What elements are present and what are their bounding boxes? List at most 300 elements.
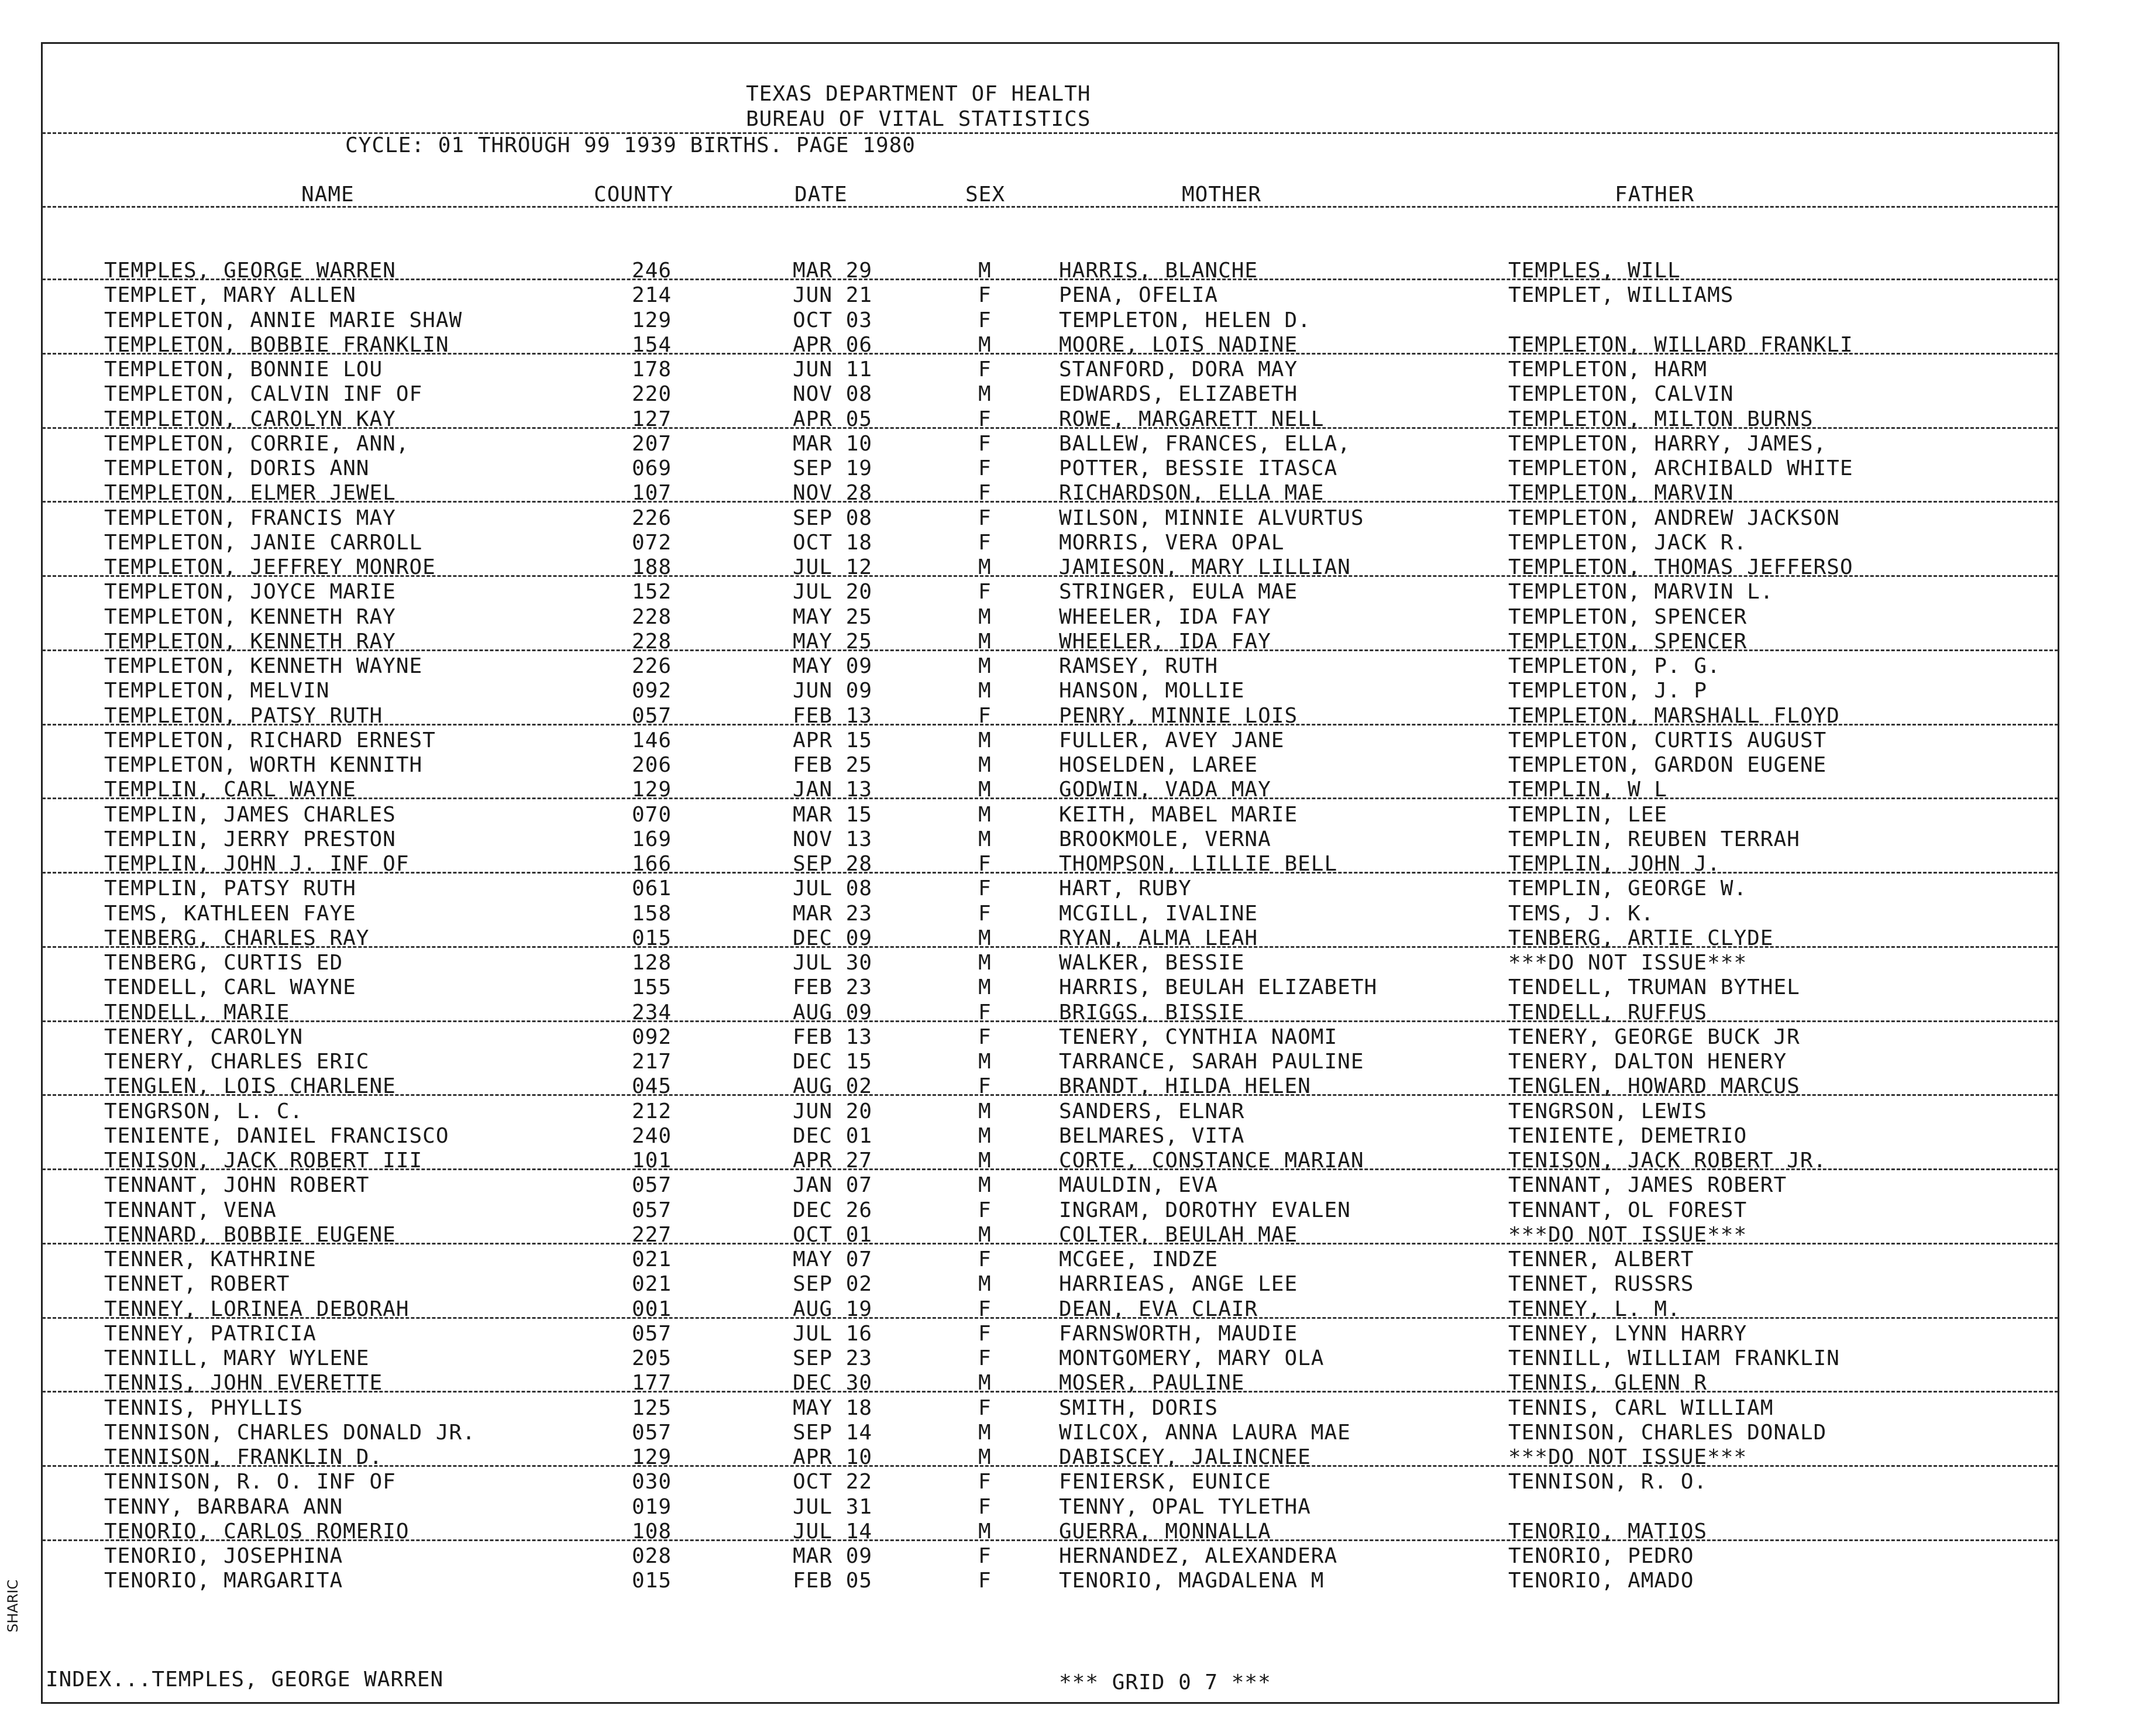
record-date: MAY 25 — [793, 629, 873, 654]
record-sex: M — [978, 926, 992, 950]
record-date: FEB 13 — [793, 703, 873, 728]
record-name: TENERY, CHARLES ERIC — [104, 1050, 370, 1074]
record-date: SEP 28 — [793, 852, 873, 876]
record-date: JUL 20 — [793, 580, 873, 604]
column-header-name: NAME — [301, 183, 355, 207]
record-mother: BELMARES, VITA — [1059, 1123, 1245, 1148]
record-father: TENBERG, ARTIE CLYDE — [1508, 926, 1774, 950]
record-county: 205 — [632, 1346, 672, 1370]
record-county: 228 — [632, 604, 672, 629]
record-name: TEMPLES, GEORGE WARREN — [104, 259, 396, 283]
record-mother: SMITH, DORIS — [1059, 1395, 1219, 1420]
record-sex: F — [978, 456, 992, 480]
record-name: TEMPLETON, ANNIE MARIE SHAW — [104, 308, 463, 332]
record-mother: SANDERS, ELNAR — [1059, 1099, 1245, 1123]
record-father: TEMPLETON, ANDREW JACKSON — [1508, 506, 1840, 530]
record-sex: F — [978, 506, 992, 530]
record-county: 228 — [632, 629, 672, 654]
record-sex: F — [978, 580, 992, 604]
record-county: 178 — [632, 357, 672, 381]
bureau-title: BUREAU OF VITAL STATISTICS — [746, 107, 1091, 131]
record-mother: HARRIS, BEULAH ELIZABETH — [1059, 975, 1378, 1000]
record-mother: TENNY, OPAL TYLETHA — [1059, 1494, 1311, 1519]
record-sex: M — [978, 1222, 992, 1247]
record-sex: M — [978, 802, 992, 827]
record-date: JUL 08 — [793, 876, 873, 901]
record-county: 227 — [632, 1222, 672, 1247]
record-father: TEMS, J. K. — [1508, 901, 1655, 926]
record-father: TENNET, RUSSRS — [1508, 1272, 1694, 1297]
record-mother: TARRANCE, SARAH PAULINE — [1059, 1050, 1364, 1074]
record-sex: F — [978, 357, 992, 381]
record-date: FEB 25 — [793, 753, 873, 777]
record-father: TEMPLETON, MARVIN L. — [1508, 580, 1774, 604]
group-rule — [42, 1539, 2058, 1541]
record-mother: HERNANDEZ, ALEXANDERA — [1059, 1544, 1338, 1568]
record-county: 152 — [632, 580, 672, 604]
record-mother: HOSELDEN, LAREE — [1059, 753, 1258, 777]
record-row — [0, 1569, 2136, 1593]
record-sex: M — [978, 975, 992, 1000]
record-county: 125 — [632, 1395, 672, 1420]
record-father: TENERY, DALTON HENERY — [1508, 1050, 1787, 1074]
record-row — [0, 605, 2136, 630]
record-row — [0, 902, 2136, 926]
record-father: TEMPLETON, SPENCER — [1508, 629, 1748, 654]
record-mother: WALKER, BESSIE — [1059, 951, 1245, 975]
column-header-mother: MOTHER — [1182, 183, 1262, 207]
record-county: 188 — [632, 555, 672, 579]
record-father: TEMPLETON, WILLARD FRANKLI — [1508, 332, 1853, 357]
column-header-county: COUNTY — [594, 183, 674, 207]
record-county: 177 — [632, 1371, 672, 1395]
record-name: TENDELL, CARL WAYNE — [104, 975, 356, 1000]
record-name: TEMPLETON, RICHARD ERNEST — [104, 728, 436, 752]
record-name: TEMPLETON, JEFFREY MONROE — [104, 555, 436, 579]
record-row — [0, 1544, 2136, 1569]
record-row — [0, 456, 2136, 481]
record-sex: F — [978, 283, 992, 308]
grid-footer: *** GRID 0 7 *** — [1059, 1670, 1271, 1694]
record-county: 092 — [632, 1025, 672, 1049]
record-father: TENGLEN, HOWARD MARCUS — [1508, 1074, 1800, 1099]
record-date: MAY 09 — [793, 654, 873, 678]
record-date: AUG 19 — [793, 1297, 873, 1321]
record-county: 069 — [632, 456, 672, 480]
record-row — [0, 1247, 2136, 1272]
record-sex: F — [978, 1074, 992, 1099]
record-county: 015 — [632, 926, 672, 950]
record-sex: M — [978, 1519, 992, 1544]
record-date: JUL 16 — [793, 1321, 873, 1346]
record-name: TEMPLET, MARY ALLEN — [104, 283, 356, 308]
record-mother: BALLEW, FRANCES, ELLA, — [1059, 431, 1351, 456]
record-county: 129 — [632, 778, 672, 802]
record-father: TEMPLETON, HARRY, JAMES, — [1508, 431, 1827, 456]
record-mother: WHEELER, IDA FAY — [1059, 629, 1271, 654]
record-county: 129 — [632, 308, 672, 332]
record-sex: F — [978, 901, 992, 926]
record-row — [0, 1470, 2136, 1494]
record-sex: M — [978, 1099, 992, 1123]
record-sex: M — [978, 778, 992, 802]
record-sex: M — [978, 332, 992, 357]
record-date: JAN 07 — [793, 1173, 873, 1198]
record-date: APR 15 — [793, 728, 873, 752]
record-date: FEB 23 — [793, 975, 873, 1000]
record-sex: F — [978, 1247, 992, 1271]
record-name: TEMS, KATHLEEN FAYE — [104, 901, 356, 926]
record-sex: M — [978, 753, 992, 777]
record-row — [0, 283, 2136, 308]
record-father: TEMPLETON, HARM — [1508, 357, 1708, 381]
record-mother: KEITH, MABEL MARIE — [1059, 802, 1298, 827]
record-sex: M — [978, 1173, 992, 1198]
record-county: 045 — [632, 1074, 672, 1099]
group-rule — [42, 724, 2058, 726]
record-county: 001 — [632, 1297, 672, 1321]
record-county: 207 — [632, 431, 672, 456]
record-date: JUL 12 — [793, 555, 873, 579]
record-date: OCT 22 — [793, 1470, 873, 1494]
record-county: 217 — [632, 1050, 672, 1074]
record-mother: BRIGGS, BISSIE — [1059, 1000, 1245, 1025]
record-date: FEB 05 — [793, 1569, 873, 1593]
group-rule — [42, 1020, 2058, 1022]
record-father: TEMPLETON, MARVIN — [1508, 481, 1734, 506]
record-row — [0, 728, 2136, 753]
record-date: MAR 23 — [793, 901, 873, 926]
side-note: SHARIC — [5, 1579, 21, 1632]
record-mother: HARRIS, BLANCHE — [1059, 259, 1258, 283]
record-mother: THOMPSON, LILLIE BELL — [1059, 852, 1338, 876]
record-county: 226 — [632, 506, 672, 530]
record-row — [0, 1050, 2136, 1074]
record-date: MAR 29 — [793, 259, 873, 283]
record-name: TENNER, KATHRINE — [104, 1247, 317, 1271]
record-name: TENGLEN, LOIS CHARLENE — [104, 1074, 396, 1099]
record-sex: M — [978, 259, 992, 283]
column-header-sex: SEX — [965, 183, 1006, 207]
record-father: TENNEY, LYNN HARRY — [1508, 1321, 1748, 1346]
record-name: TENNEY, LORINEA DEBORAH — [104, 1297, 410, 1321]
record-name: TENISON, JACK ROBERT III — [104, 1149, 423, 1173]
record-name: TENGRSON, L. C. — [104, 1099, 304, 1123]
group-rule — [42, 1094, 2058, 1096]
column-header-date: DATE — [794, 183, 848, 207]
record-name: TEMPLETON, BONNIE LOU — [104, 357, 383, 381]
record-sex: M — [978, 951, 992, 975]
record-row — [0, 679, 2136, 703]
record-county: 057 — [632, 1420, 672, 1445]
record-sex: F — [978, 1346, 992, 1370]
record-date: SEP 19 — [793, 456, 873, 480]
record-name: TENNISON, CHARLES DONALD JR. — [104, 1420, 476, 1445]
record-name: TEMPLIN, JOHN J. INF OF — [104, 852, 410, 876]
department-title: TEXAS DEPARTMENT OF HEALTH — [746, 82, 1091, 106]
record-sex: M — [978, 629, 992, 654]
record-mother: DABISCEY, JALINCNEE — [1059, 1445, 1311, 1469]
record-date: AUG 02 — [793, 1074, 873, 1099]
record-sex: M — [978, 1272, 992, 1297]
record-name: TEMPLETON, PATSY RUTH — [104, 703, 383, 728]
record-sex: M — [978, 1420, 992, 1445]
record-mother: GUERRA, MONNALLA — [1059, 1519, 1271, 1544]
record-county: 129 — [632, 1445, 672, 1469]
record-father: TENNILL, WILLIAM FRANKLIN — [1508, 1346, 1840, 1370]
record-row — [0, 803, 2136, 827]
record-sex: M — [978, 555, 992, 579]
record-father: TENDELL, TRUMAN BYTHEL — [1508, 975, 1800, 1000]
record-sex: F — [978, 481, 992, 506]
record-row — [0, 1099, 2136, 1124]
record-father: TEMPLIN, JOHN J. — [1508, 852, 1721, 876]
record-row — [0, 753, 2136, 778]
record-mother: FENIERSK, EUNICE — [1059, 1470, 1271, 1494]
record-father: TENNANT, OL FOREST — [1508, 1198, 1748, 1222]
record-county: 146 — [632, 728, 672, 752]
record-county: 107 — [632, 481, 672, 506]
record-father: TEMPLETON, CURTIS AUGUST — [1508, 728, 1827, 752]
record-name: TENORIO, JOSEPHINA — [104, 1544, 343, 1568]
record-date: DEC 30 — [793, 1371, 873, 1395]
record-name: TENDELL, MARIE — [104, 1000, 290, 1025]
record-county: 057 — [632, 703, 672, 728]
record-father: TENNER, ALBERT — [1508, 1247, 1694, 1271]
record-name: TENBERG, CURTIS ED — [104, 951, 343, 975]
record-sex: F — [978, 407, 992, 431]
record-county: 214 — [632, 283, 672, 308]
record-county: 057 — [632, 1321, 672, 1346]
record-sex: M — [978, 679, 992, 703]
record-sex: F — [978, 1000, 992, 1025]
record-father: TENORIO, PEDRO — [1508, 1544, 1694, 1568]
record-row — [0, 876, 2136, 901]
record-name: TEMPLETON, CORRIE, ANN, — [104, 431, 410, 456]
record-mother: MORRIS, VERA OPAL — [1059, 530, 1285, 555]
record-sex: F — [978, 1297, 992, 1321]
record-father: TENERY, GEORGE BUCK JR — [1508, 1025, 1800, 1049]
record-name: TENNANT, VENA — [104, 1198, 277, 1222]
record-father: TEMPLETON, ARCHIBALD WHITE — [1508, 456, 1853, 480]
record-date: DEC 15 — [793, 1050, 873, 1074]
header-rule — [42, 132, 2058, 134]
record-name: TENNEY, PATRICIA — [104, 1321, 317, 1346]
record-date: SEP 08 — [793, 506, 873, 530]
record-father: TEMPLETON, CALVIN — [1508, 382, 1734, 407]
record-date: MAR 10 — [793, 431, 873, 456]
record-county: 092 — [632, 679, 672, 703]
record-county: 015 — [632, 1569, 672, 1593]
record-father: TENNISON, CHARLES DONALD — [1508, 1420, 1827, 1445]
record-mother: ROWE, MARGARETT NELL — [1059, 407, 1325, 431]
record-county: 019 — [632, 1494, 672, 1519]
record-date: JUN 11 — [793, 357, 873, 381]
record-date: MAR 09 — [793, 1544, 873, 1568]
record-county: 028 — [632, 1544, 672, 1568]
record-sex: M — [978, 827, 992, 851]
record-row — [0, 1396, 2136, 1421]
record-date: OCT 18 — [793, 530, 873, 555]
record-mother: BRANDT, HILDA HELEN — [1059, 1074, 1311, 1099]
record-county: 155 — [632, 975, 672, 1000]
record-sex: F — [978, 1494, 992, 1519]
group-rule — [42, 946, 2058, 948]
record-father: ***DO NOT ISSUE*** — [1508, 1222, 1748, 1247]
record-county: 234 — [632, 1000, 672, 1025]
record-row — [0, 654, 2136, 679]
record-date: MAR 15 — [793, 802, 873, 827]
record-name: TENNISON, FRANKLIN D. — [104, 1445, 383, 1469]
record-name: TEMPLETON, ELMER JEWEL — [104, 481, 396, 506]
record-father: TENNISON, R. O. — [1508, 1470, 1708, 1494]
record-father: TENNEY, L. M. — [1508, 1297, 1681, 1321]
record-date: APR 10 — [793, 1445, 873, 1469]
record-date: MAY 25 — [793, 604, 873, 629]
record-name: TEMPLETON, KENNETH RAY — [104, 604, 396, 629]
record-mother: WHEELER, IDA FAY — [1059, 604, 1271, 629]
record-county: 212 — [632, 1099, 672, 1123]
record-mother: EDWARDS, ELIZABETH — [1059, 382, 1298, 407]
record-mother: MONTGOMERY, MARY OLA — [1059, 1346, 1325, 1370]
record-row — [0, 1173, 2136, 1198]
record-sex: F — [978, 1544, 992, 1568]
record-name: TENNET, ROBERT — [104, 1272, 290, 1297]
record-row — [0, 1198, 2136, 1223]
record-mother: MOSER, PAULINE — [1059, 1371, 1245, 1395]
group-rule — [42, 797, 2058, 799]
record-sex: F — [978, 876, 992, 901]
record-row — [0, 1124, 2136, 1149]
record-sex: F — [978, 1470, 992, 1494]
group-rule — [42, 1391, 2058, 1393]
record-mother: TEMPLETON, HELEN D. — [1059, 308, 1311, 332]
record-row — [0, 975, 2136, 1000]
record-father: TEMPLETON, J. P — [1508, 679, 1708, 703]
record-date: JUN 21 — [793, 283, 873, 308]
record-date: DEC 09 — [793, 926, 873, 950]
record-father: TEMPLETON, GARDON EUGENE — [1508, 753, 1827, 777]
record-name: TEMPLETON, CAROLYN KAY — [104, 407, 396, 431]
record-sex: M — [978, 1445, 992, 1469]
record-row — [0, 382, 2136, 407]
record-date: NOV 08 — [793, 382, 873, 407]
record-father: TEMPLETON, JACK R. — [1508, 530, 1748, 555]
record-mother: HART, RUBY — [1059, 876, 1192, 901]
record-mother: RAMSEY, RUTH — [1059, 654, 1219, 678]
record-county: 127 — [632, 407, 672, 431]
record-father: TENIENTE, DEMETRIO — [1508, 1123, 1748, 1148]
record-sex: F — [978, 530, 992, 555]
record-father: TENORIO, MATIOS — [1508, 1519, 1708, 1544]
record-mother: MOORE, LOIS NADINE — [1059, 332, 1298, 357]
record-father: TEMPLETON, THOMAS JEFFERSO — [1508, 555, 1853, 579]
record-county: 226 — [632, 654, 672, 678]
record-row — [0, 308, 2136, 333]
record-father: TEMPLETON, MARSHALL FLOYD — [1508, 703, 1840, 728]
record-father: TENNANT, JAMES ROBERT — [1508, 1173, 1787, 1198]
record-name: TEMPLIN, JAMES CHARLES — [104, 802, 396, 827]
record-date: JUN 20 — [793, 1099, 873, 1123]
record-date: OCT 01 — [793, 1222, 873, 1247]
record-date: OCT 03 — [793, 308, 873, 332]
record-name: TEMPLIN, JERRY PRESTON — [104, 827, 396, 851]
record-father: TENGRSON, LEWIS — [1508, 1099, 1708, 1123]
record-row — [0, 580, 2136, 604]
record-mother: WILSON, MINNIE ALVURTUS — [1059, 506, 1364, 530]
record-date: SEP 02 — [793, 1272, 873, 1297]
record-mother: DEAN, EVA CLAIR — [1059, 1297, 1258, 1321]
record-mother: COLTER, BEULAH MAE — [1059, 1222, 1298, 1247]
record-mother: WILCOX, ANNA LAURA MAE — [1059, 1420, 1351, 1445]
record-mother: FULLER, AVEY JANE — [1059, 728, 1285, 752]
record-county: 108 — [632, 1519, 672, 1544]
record-date: JUL 14 — [793, 1519, 873, 1544]
record-sex: F — [978, 1025, 992, 1049]
record-father: TENORIO, AMADO — [1508, 1569, 1694, 1593]
record-father: TENNIS, GLENN R — [1508, 1371, 1708, 1395]
record-father: TENISON, JACK ROBERT JR. — [1508, 1149, 1827, 1173]
record-row — [0, 1346, 2136, 1371]
record-name: TEMPLETON, DORIS ANN — [104, 456, 370, 480]
record-mother: TENORIO, MAGDALENA M — [1059, 1569, 1325, 1593]
record-mother: PENA, OFELIA — [1059, 283, 1219, 308]
record-mother: BROOKMOLE, VERNA — [1059, 827, 1271, 851]
record-sex: M — [978, 1123, 992, 1148]
record-county: 101 — [632, 1149, 672, 1173]
record-date: DEC 26 — [793, 1198, 873, 1222]
record-date: APR 05 — [793, 407, 873, 431]
record-county: 021 — [632, 1247, 672, 1271]
record-date: NOV 13 — [793, 827, 873, 851]
record-date: FEB 13 — [793, 1025, 873, 1049]
record-father: TEMPLES, WILL — [1508, 259, 1681, 283]
record-name: TENNANT, JOHN ROBERT — [104, 1173, 370, 1198]
record-date: AUG 09 — [793, 1000, 873, 1025]
record-sex: F — [978, 1395, 992, 1420]
record-row — [0, 1495, 2136, 1520]
record-date: SEP 14 — [793, 1420, 873, 1445]
record-date: NOV 28 — [793, 481, 873, 506]
record-sex: F — [978, 1321, 992, 1346]
record-name: TENNILL, MARY WYLENE — [104, 1346, 370, 1370]
record-name: TEMPLIN, CARL WAYNE — [104, 778, 356, 802]
record-sex: F — [978, 431, 992, 456]
record-father: TEMPLETON, P. G. — [1508, 654, 1721, 678]
record-father: TEMPLIN, REUBEN TERRAH — [1508, 827, 1800, 851]
record-name: TENBERG, CHARLES RAY — [104, 926, 370, 950]
record-father: ***DO NOT ISSUE*** — [1508, 951, 1748, 975]
record-name: TENNY, BARBARA ANN — [104, 1494, 343, 1519]
index-footer: INDEX...TEMPLES, GEORGE WARREN — [46, 1668, 444, 1692]
record-mother: STRINGER, EULA MAE — [1059, 580, 1298, 604]
group-rule — [42, 1465, 2058, 1467]
record-name: TEMPLETON, JANIE CARROLL — [104, 530, 423, 555]
record-sex: F — [978, 703, 992, 728]
group-rule — [42, 279, 2058, 280]
group-rule — [42, 575, 2058, 577]
record-row — [0, 1272, 2136, 1297]
record-name: TEMPLETON, JOYCE MARIE — [104, 580, 396, 604]
group-rule — [42, 1317, 2058, 1319]
record-mother: MCGEE, INDZE — [1059, 1247, 1219, 1271]
record-date: SEP 23 — [793, 1346, 873, 1370]
record-row — [0, 531, 2136, 555]
record-row — [0, 432, 2136, 456]
group-rule — [42, 501, 2058, 503]
record-sex: M — [978, 728, 992, 752]
record-county: 169 — [632, 827, 672, 851]
